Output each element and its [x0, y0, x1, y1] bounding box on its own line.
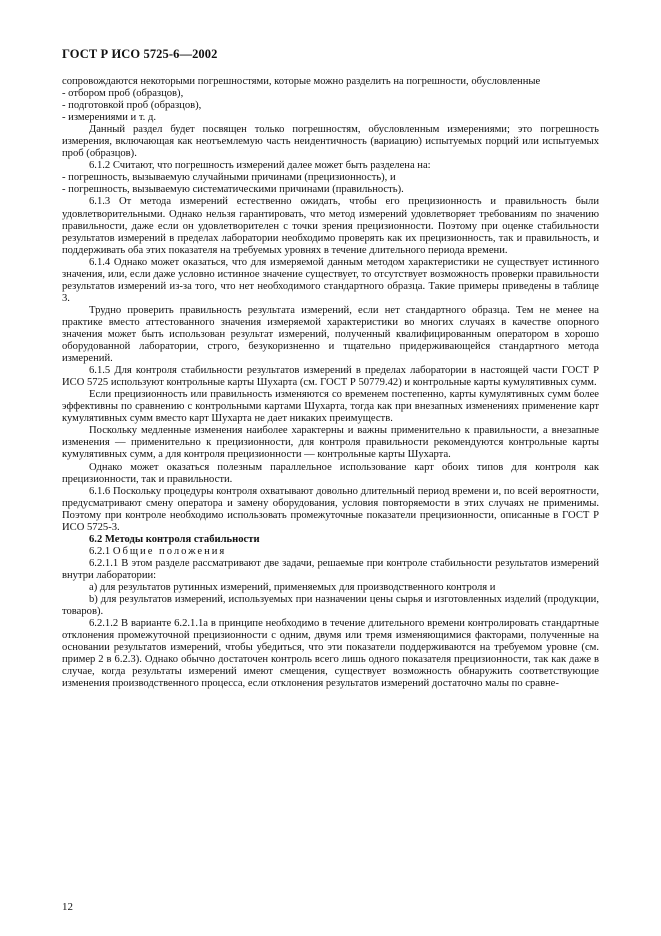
list-item: - погрешность, вызываемую случайными причинами (прецизионность), и — [62, 172, 396, 184]
paragraph: Поскольку медленные изменения наиболее характерны и важны применительно к правильности, а внезапные изменения — применительно к прецизионности, для контроля правильности рекомендуются контрольные карты кумулятивных сумм, а для контроля прецизионности — контрольные карты Шухарта. — [62, 425, 599, 461]
subsection-title: Общие положения — [112, 545, 227, 557]
document-header: ГОСТ Р ИСО 5725-6—2002 — [62, 47, 218, 61]
paragraph: Данный раздел будет посвящен только погрешностям, обусловленным измерениями; это погрешность измерения, включающая как неотъемлемую часть неидентичность (вариацию) испытуемых порций или испытуемых проб (образцов). — [62, 124, 599, 160]
document-body — [62, 76, 599, 690]
paragraph: Если прецизионность или правильность изменяются со временем постепенно, карты кумулятивных сумм более эффективны по сравнению с контрольными картами Шухарта, тогда как при внезапных изменениях применение карт кумулятивных сумм вместо карт Шухарта не дает никаких преимуществ. — [62, 389, 599, 425]
list-item: - погрешность, вызываемую систематическими причинами (правильность). — [62, 184, 404, 196]
page-number: 12 — [62, 901, 73, 913]
paragraph: Трудно проверить правильность результата измерений, если нет стандартного образца. Тем не менее на практике вместо аттестованного значения измеряемой характеристики во многих случаях в качестве опорного значения может быть использован результат измерений, полученный квалифицированным оператором в хорошо оборудованной лаборатории, строго, безукоризненно и тщательно придерживающейся стандартного метода измерений. — [62, 304, 599, 365]
paragraph: сопровождаются некоторыми погрешностями, которые можно разделить на погрешности, обусловленные — [62, 76, 541, 87]
subsection-number: 6.2.1 — [89, 545, 111, 557]
paragraph: Однако может оказаться полезным параллельное использование карт обоих типов для контроля как прецизионности, так и правильности. — [62, 461, 599, 485]
list-item: - отбором проб (образцов), — [62, 88, 184, 100]
paragraph: 6.2.1.2 В варианте 6.2.1.1a в принципе необходимо в течение длительного времени контролировать стандартные отклонения промежуточной прецизионности с одним, двумя или тремя изменяющимися факторами, полученные на основании результатов измерений, чтобы убедиться, что эти показатели поддерживаются на требуемом уровне (см. пример 2 в 6.2.3). Однако обычно достаточен контроль всего лишь одного показателя прецизионности, так как даже в случае, когда результаты измерений имеют смещения, существует возможность обнаружить соответствующие изменения производственного процесса, если отклонения результатов измерений достаточно малы по сравне- — [62, 618, 599, 690]
paragraph: 6.1.2 Считают, что погрешность измерений далее может быть разделена на: — [89, 160, 431, 172]
list-item: - подготовкой проб (образцов), — [62, 100, 202, 112]
paragraph: 6.1.3 От метода измерений естественно ожидать, чтобы его прецизионность и правильность были удовлетворительными. Однако нельзя гарантировать, что метод измерений удовлетворяет требованиям по значению правильности, даже если он удовлетворителен с точки зрения прецизионности. Поэтому при оценке стабильности результатов измерений в пределах лаборатории необходимо проверять как их прецизионность, так и правильность, и поддерживать оба этих показателя на требуемых уровнях в течение длительного периода времени. — [62, 196, 599, 256]
list-item: b) для результатов измерений, используемых при назначении цены сырья и изготовленных изделий (продукции, товаров). — [62, 594, 599, 618]
subsection-heading — [62, 546, 599, 558]
paragraph: 6.1.4 Однако может оказаться, что для измеряемой данным методом характеристики не существует истинного значения, или, если даже условно истинное значение существует, то отсутствует возможность проверки правильности результатов измерений из-за того, что нет необходимого стандартного образца. Такие примеры приведены в таблице 3. — [62, 256, 599, 304]
list-item: - измерениями и т. д. — [62, 112, 157, 124]
list-item: a) для результатов рутинных измерений, применяемых для производственного контроля и — [89, 581, 496, 593]
paragraph: 6.1.5 Для контроля стабильности результатов измерений в пределах лаборатории в настоящей части ГОСТ Р ИСО 5725 используют контрольные карты Шухарта (см. ГОСТ Р 50779.42) и контрольные карты кумулятивных сумм. — [62, 365, 599, 389]
section-heading: 6.2 Методы контроля стабильности — [89, 533, 260, 545]
paragraph: 6.1.6 Поскольку процедуры контроля охватывают довольно длительный период времени и, по всей вероятности, предусматривают смену оператора и замену оборудования, условия повторяемости в этих случаях не применимы. Поэтому при контроле необходимо использовать промежуточные показатели прецизионности, описанные в ГОСТ Р ИСО 5725-3. — [62, 485, 599, 533]
paragraph: 6.2.1.1 В этом разделе рассматривают две задачи, решаемые при контроле стабильности результатов измерений внутри лаборатории: — [62, 557, 599, 581]
